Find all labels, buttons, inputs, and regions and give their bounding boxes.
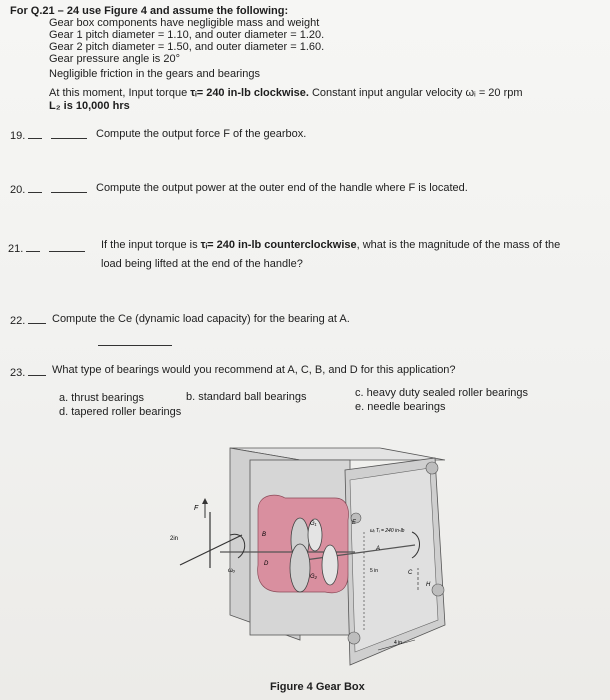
assumption-line: Negligible friction in the gears and bearings (49, 68, 260, 80)
label-d: D (264, 561, 269, 567)
answer-blank[interactable] (51, 182, 87, 193)
question-number: 23. (10, 367, 26, 379)
label-h: H (426, 582, 431, 588)
answer-blank[interactable] (28, 128, 42, 139)
gear-g2-icon (290, 544, 310, 592)
answer-blank[interactable] (51, 128, 87, 139)
label-5in: 5 in (370, 568, 379, 574)
question-text: What type of bearings would you recommend at A, C, B, and D for this application? (52, 364, 456, 376)
question-number: 19. (10, 130, 26, 142)
gearbox-figure (150, 440, 455, 670)
question-text: Compute the Ce (dynamic load capacity) for the bearing at A. (52, 313, 350, 325)
question-text: Compute the output force F of the gearbox. (96, 128, 307, 140)
q21-text-a: If the input torque is (101, 239, 201, 251)
figure-caption: Figure 4 Gear Box (270, 681, 365, 693)
label-b: B (262, 532, 267, 538)
option-e: e. needle bearings (355, 401, 446, 413)
assumption-line: Gear 1 pitch diameter = 1.10, and outer diameter = 1.20. (49, 29, 325, 41)
question-text (101, 239, 560, 252)
label-g1: G₁ (310, 521, 317, 527)
moment-prefix: At this moment, Input torque (49, 87, 191, 99)
label-e: E (352, 520, 357, 526)
bolt-icon (348, 632, 360, 644)
label-omega-o: ωₒ (228, 568, 236, 574)
bolt-icon (432, 584, 444, 596)
cover-inner (350, 468, 438, 652)
label-f: F (194, 505, 199, 512)
force-arrow-head-icon (202, 498, 208, 504)
label-a: A (376, 546, 381, 552)
question-number: 20. (10, 184, 26, 196)
answer-blank[interactable] (28, 365, 46, 376)
question-20 (10, 182, 87, 197)
option-c: c. heavy duty sealed roller bearings (355, 387, 529, 399)
bolt-icon (426, 462, 438, 474)
torque-symbol: τᵢ (190, 87, 197, 99)
answer-line[interactable] (98, 345, 172, 346)
question-23 (10, 365, 46, 380)
assumption-line: Gear pressure angle is 20° (49, 53, 180, 65)
question-number: 22. (10, 315, 26, 327)
question-19 (10, 128, 87, 143)
label-g2: G₂ (310, 574, 317, 580)
option-d: d. tapered roller bearings (59, 406, 182, 418)
answer-blank[interactable] (49, 241, 85, 252)
option-a: a. thrust bearings (59, 392, 144, 404)
assumption-line: Gear box components have negligible mass and weight (49, 17, 320, 29)
label-4in: 4 in (394, 640, 403, 646)
problem-lead: For Q.21 – 24 use Figure 4 and assume the following: (10, 5, 289, 17)
moment-suffix: Constant input angular velocity ωᵢ = 20 rpm (308, 87, 523, 99)
answer-blank[interactable] (26, 241, 40, 252)
q21-symbol: τᵢ (200, 239, 208, 251)
answer-blank[interactable] (28, 313, 46, 324)
option-b: b. standard ball bearings (186, 391, 307, 403)
moment-line (49, 88, 523, 100)
label-c: C (408, 570, 413, 576)
question-number: 21. (8, 243, 24, 255)
question-text: Compute the output power at the outer end of the handle where F is located. (96, 182, 468, 194)
question-21 (8, 241, 85, 256)
q21-text-b: , what is the magnitude of the mass of the (356, 239, 561, 251)
question-22 (10, 313, 46, 328)
label-torque: ωᵢ Tᵢ = 240 in-lb (370, 528, 405, 534)
answer-blank[interactable] (28, 182, 42, 193)
q21-bold: = 240 in-lb counterclockwise (207, 239, 357, 251)
question-text-line2: load being lifted at the end of the handle? (101, 258, 303, 270)
torque-value: = 240 in-lb clockwise. (196, 87, 309, 99)
label-2in: 2in (170, 536, 179, 542)
gear-icon (322, 545, 338, 585)
assumption-line: Gear 2 pitch diameter = 1.50, and outer diameter = 1.60. (49, 41, 325, 53)
life-line: L₂ is 10,000 hrs (49, 100, 130, 112)
